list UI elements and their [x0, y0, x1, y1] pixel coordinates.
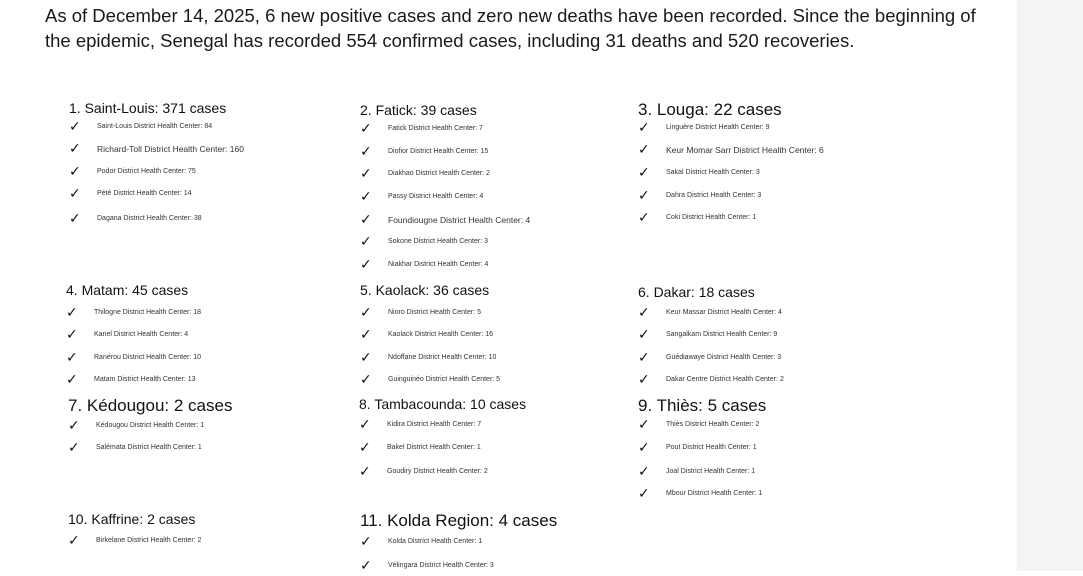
- health-center-label: Pout District Health Center: 1: [666, 444, 757, 451]
- health-center-label: Matam District Health Center: 13: [94, 376, 196, 383]
- check-icon: ✓: [66, 372, 78, 388]
- health-center-label: Ndoffane District Health Center: 10: [388, 354, 497, 361]
- health-center-label: Salémata District Health Center: 1: [96, 444, 202, 451]
- region-title: 11. Kolda Region: 4 cases: [360, 511, 558, 530]
- health-center-label: Kaolack District Health Center: 16: [388, 331, 494, 338]
- health-center-label: Pété District Health Center: 14: [97, 190, 192, 197]
- health-center-label: Thiès District Health Center: 2: [666, 421, 760, 428]
- check-icon: ✓: [638, 327, 650, 343]
- health-center-label: Joal District Health Center: 1: [666, 468, 756, 475]
- health-center-label: Dakar Centre District Health Center: 2: [666, 376, 784, 383]
- health-center-label: Saint-Louis District Health Center: 84: [97, 123, 213, 130]
- check-icon: ✓: [360, 189, 372, 205]
- check-icon: ✓: [66, 305, 78, 321]
- health-center-label: Ranérou District Health Center: 10: [94, 354, 201, 361]
- health-center-label: Birkelane District Health Center: 2: [96, 537, 202, 544]
- health-center-label: Kédougou District Health Center: 1: [96, 422, 205, 429]
- region-title: 4. Matam: 45 cases: [66, 282, 189, 298]
- region-title: 6. Dakar: 18 cases: [638, 284, 755, 300]
- check-icon: ✓: [638, 305, 650, 321]
- health-center-label: Dagana District Health Center: 38: [97, 215, 202, 222]
- check-icon: ✓: [68, 418, 80, 434]
- check-icon: ✓: [360, 350, 372, 366]
- health-center-label: Passy District Health Center: 4: [388, 193, 484, 200]
- health-center-label: Guédiawaye District Health Center: 3: [666, 354, 782, 361]
- region-title: 2. Fatick: 39 cases: [360, 102, 477, 118]
- health-center-label: Keur Massar District Health Center: 4: [666, 309, 782, 316]
- check-icon: ✓: [69, 119, 81, 135]
- health-center-label: Diofior District Health Center: 15: [388, 148, 489, 155]
- check-icon: ✓: [360, 372, 372, 388]
- check-icon: ✓: [66, 350, 78, 366]
- check-icon: ✓: [69, 186, 81, 202]
- health-center-label: Keur Momar Sarr District Health Center: 6: [666, 145, 824, 155]
- check-icon: ✓: [638, 417, 650, 433]
- check-icon: ✓: [638, 188, 650, 204]
- health-center-label: Sangalkam District Health Center: 9: [666, 331, 778, 338]
- check-icon: ✓: [638, 350, 650, 366]
- health-center-label: Sakal District Health Center: 3: [666, 169, 760, 176]
- check-icon: ✓: [69, 211, 81, 227]
- health-center-label: Kidira District Health Center: 7: [387, 421, 482, 428]
- check-icon: ✓: [360, 257, 372, 273]
- check-icon: ✓: [66, 327, 78, 343]
- check-icon: ✓: [360, 166, 372, 182]
- region-title: 10. Kaffrine: 2 cases: [68, 511, 196, 527]
- check-icon: ✓: [360, 144, 372, 160]
- health-center-label: Foundiougne District Health Center: 4: [388, 215, 531, 225]
- check-icon: ✓: [68, 440, 80, 456]
- health-center-label: Nioro District Health Center: 5: [388, 309, 481, 316]
- check-icon: ✓: [360, 327, 372, 343]
- check-icon: ✓: [638, 486, 650, 502]
- health-center-label: Thilogne District Health Center: 18: [94, 309, 201, 316]
- check-icon: ✓: [68, 533, 80, 549]
- health-center-label: Goudiry District Health Center: 2: [387, 468, 488, 475]
- health-center-label: Diakhao District Health Center: 2: [388, 170, 490, 177]
- check-icon: ✓: [638, 464, 650, 480]
- check-icon: ✓: [360, 558, 372, 574]
- check-icon: ✓: [359, 440, 371, 456]
- region-title: 8. Tambacounda: 10 cases: [359, 396, 527, 412]
- intro-paragraph: As of December 14, 2025, 6 new positive cases and zero new deaths have been recorded. Since the beginning of the epidemic, Senegal has recorded 554 confirmed cases, including 31 deaths and 520 recoveries.: [45, 5, 976, 51]
- check-icon: ✓: [69, 141, 81, 157]
- health-center-label: Guinguinéo District Health Center: 5: [388, 376, 501, 383]
- health-center-label: Vélingara District Health Center: 3: [388, 562, 494, 569]
- check-icon: ✓: [638, 440, 650, 456]
- region-title: 3. Louga: 22 cases: [638, 100, 782, 119]
- health-center-label: Niakhar District Health Center: 4: [388, 261, 489, 268]
- region-title: 9. Thiès: 5 cases: [638, 396, 767, 415]
- health-center-label: Richard-Toll District Health Center: 160: [97, 144, 244, 154]
- check-icon: ✓: [359, 417, 371, 433]
- region-title: 1. Saint-Louis: 371 cases: [69, 100, 227, 116]
- region-title: 5. Kaolack: 36 cases: [360, 282, 490, 298]
- health-center-label: Kolda District Health Center: 1: [388, 538, 483, 545]
- check-icon: ✓: [638, 372, 650, 388]
- check-icon: ✓: [360, 121, 372, 137]
- region-title: 7. Kédougou: 2 cases: [68, 396, 233, 415]
- check-icon: ✓: [638, 120, 650, 136]
- health-center-label: Podor District Health Center: 75: [97, 168, 196, 175]
- check-icon: ✓: [638, 210, 650, 226]
- health-center-label: Linguère District Health Center: 9: [666, 124, 770, 131]
- health-center-label: Fatick District Health Center: 7: [388, 125, 483, 132]
- health-center-label: Dahra District Health Center: 3: [666, 192, 762, 199]
- check-icon: ✓: [360, 212, 372, 228]
- health-center-label: Mbour District Health Center: 1: [666, 490, 763, 497]
- health-center-label: Kanel District Health Center: 4: [94, 331, 189, 338]
- check-icon: ✓: [360, 234, 372, 250]
- health-center-label: Sokone District Health Center: 3: [388, 238, 488, 245]
- health-center-label: Coki District Health Center: 1: [666, 214, 757, 221]
- check-icon: ✓: [69, 164, 81, 180]
- page-right-margin: [1017, 0, 1083, 571]
- check-icon: ✓: [360, 305, 372, 321]
- check-icon: ✓: [638, 165, 650, 181]
- check-icon: ✓: [359, 464, 371, 480]
- health-center-label: Bakel District Health Center: 1: [387, 444, 481, 451]
- check-icon: ✓: [360, 534, 372, 550]
- check-icon: ✓: [638, 142, 650, 158]
